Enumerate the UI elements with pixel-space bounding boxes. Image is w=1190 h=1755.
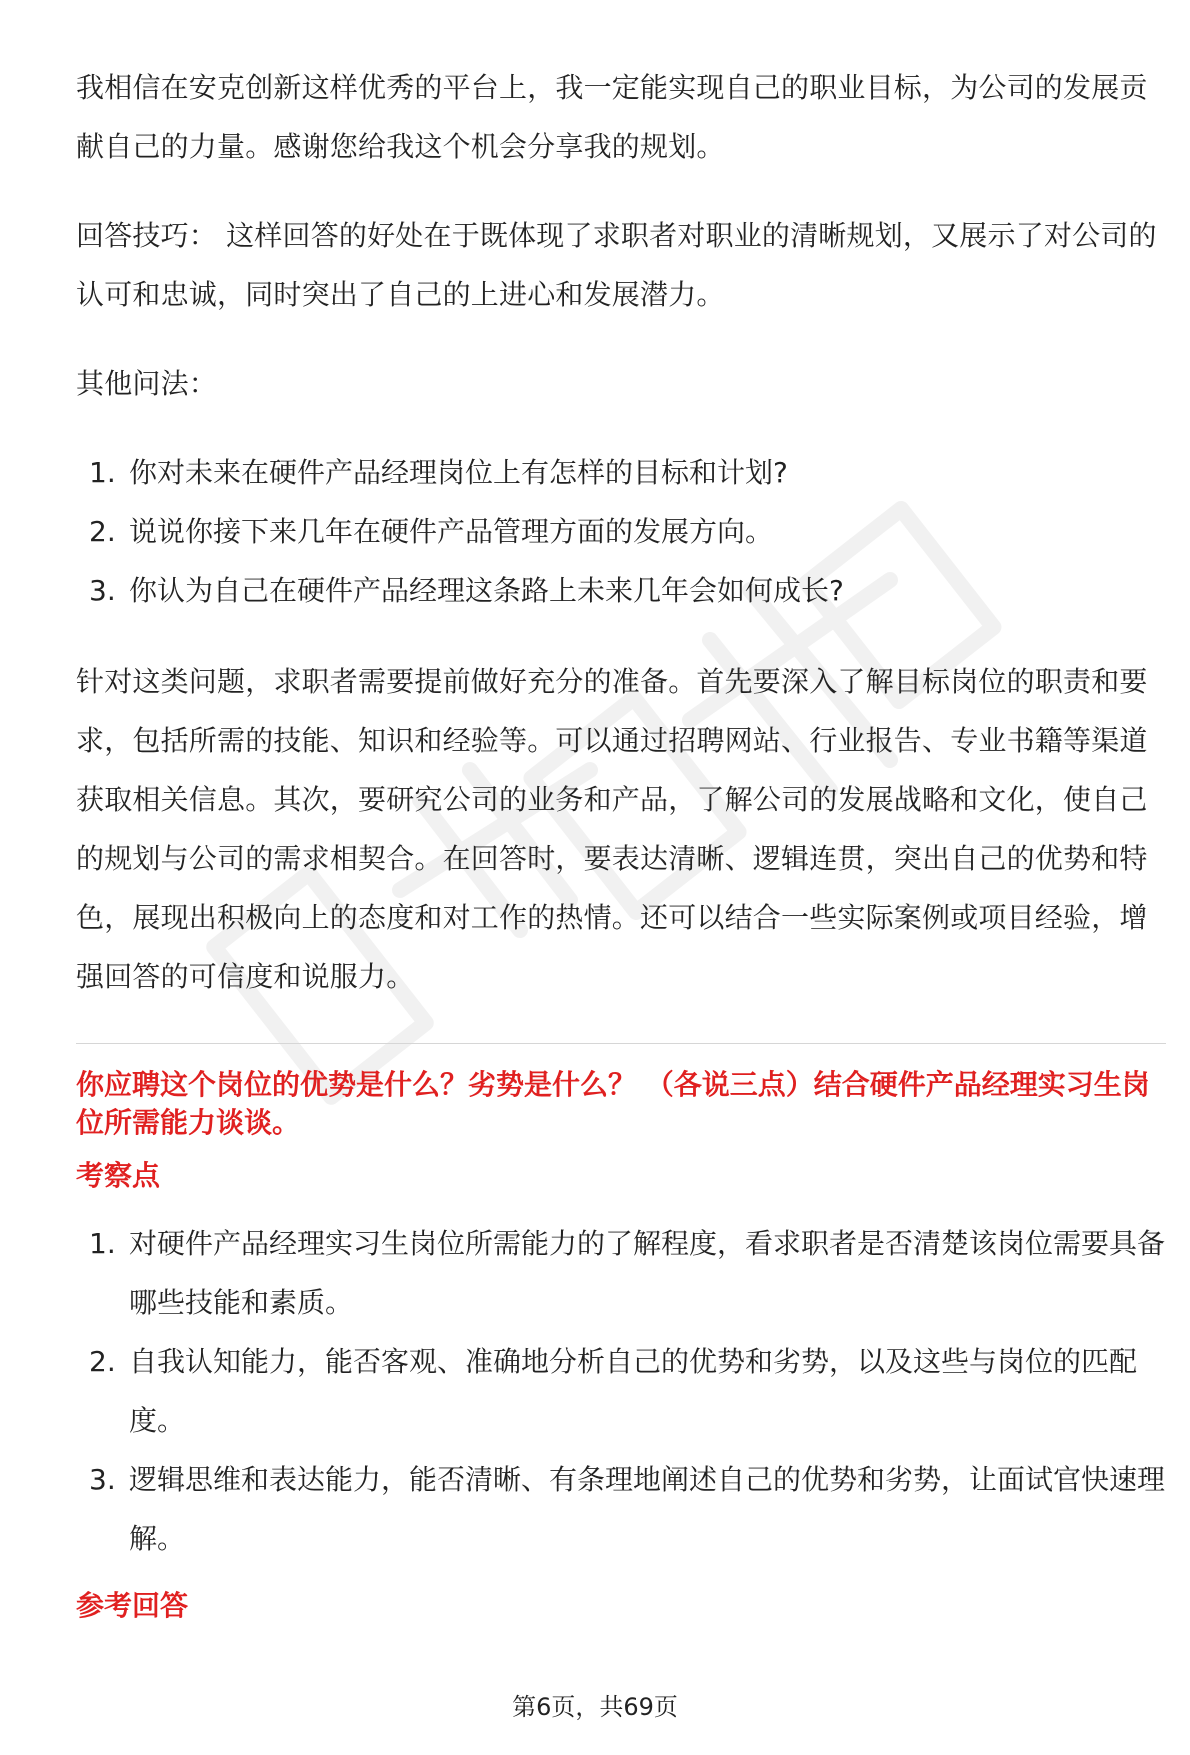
list-item-text: 说说你接下来几年在硬件产品管理方面的发展方向。 <box>129 515 774 548</box>
list-item <box>76 561 1166 620</box>
list-item <box>76 1214 1166 1332</box>
list-item <box>76 1332 1166 1450</box>
closing-paragraph: 我相信在安克创新这样优秀的平台上，我一定能实现自己的职业目标，为公司的发展贡献自己的力量。感谢您给我这个机会分享我的规划。 <box>76 71 1148 163</box>
list-item <box>76 502 1166 561</box>
list-number: 2. <box>89 1345 116 1378</box>
main-content <box>76 58 1166 1626</box>
reference-answer-heading: 参考回答 <box>76 1589 189 1622</box>
answer-tip-paragraph: 回答技巧： 这样回答的好处在于既体现了求职者对职业的清晰规划，又展示了对公司的认可和忠诚，同时突出了自己的上进心和发展潜力。 <box>76 219 1157 311</box>
question-title: 你应聘这个岗位的优势是什么？劣势是什么？ （各说三点）结合硬件产品经理实习生岗位所需能力谈谈。 <box>76 1068 1150 1139</box>
preparation-advice-paragraph: 针对这类问题，求职者需要提前做好充分的准备。首先要深入了解目标岗位的职责和要求，包括所需的技能、知识和经验等。可以通过招聘网站、行业报告、专业书籍等渠道获取相关信息。其次，要研究公司的业务和产品，了解公司的发展战略和文化，使自己的规划与公司的需求相契合。在回答时，要表达清晰、逻辑连贯，突出自己的优势和特色，展现出积极向上的态度和对工作的热情。还可以结合一些实际案例或项目经验，增强回答的可信度和说服力。 <box>76 665 1148 993</box>
list-item-text: 你认为自己在硬件产品经理这条路上未来几年会如何成长? <box>129 574 844 607</box>
list-item-text: 对硬件产品经理实习生岗位所需能力的了解程度，看求职者是否清楚该岗位需要具备哪些技能和素质。 <box>129 1227 1166 1319</box>
list-item-text: 你对未来在硬件产品经理岗位上有怎样的目标和计划? <box>129 456 788 489</box>
focus-points-heading: 考察点 <box>76 1159 161 1192</box>
list-item <box>76 1450 1166 1568</box>
list-number: 1. <box>89 1227 116 1260</box>
other-questions-list <box>76 443 1166 620</box>
section-divider <box>76 1043 1166 1044</box>
list-item-text: 自我认知能力，能否客观、准确地分析自己的优势和劣势，以及这些与岗位的匹配度。 <box>129 1345 1138 1437</box>
list-number: 2. <box>89 515 116 548</box>
other-questions-label: 其他问法： <box>76 367 218 400</box>
list-number: 1. <box>89 456 116 489</box>
list-item <box>76 443 1166 502</box>
list-number: 3. <box>89 574 116 607</box>
list-item-text: 逻辑思维和表达能力，能否清晰、有条理地阐述自己的优势和劣势，让面试官快速理解。 <box>129 1463 1166 1555</box>
focus-points-list <box>76 1214 1166 1568</box>
list-number: 3. <box>89 1463 116 1496</box>
page-indicator: 第6页，共69页 <box>512 1693 678 1721</box>
